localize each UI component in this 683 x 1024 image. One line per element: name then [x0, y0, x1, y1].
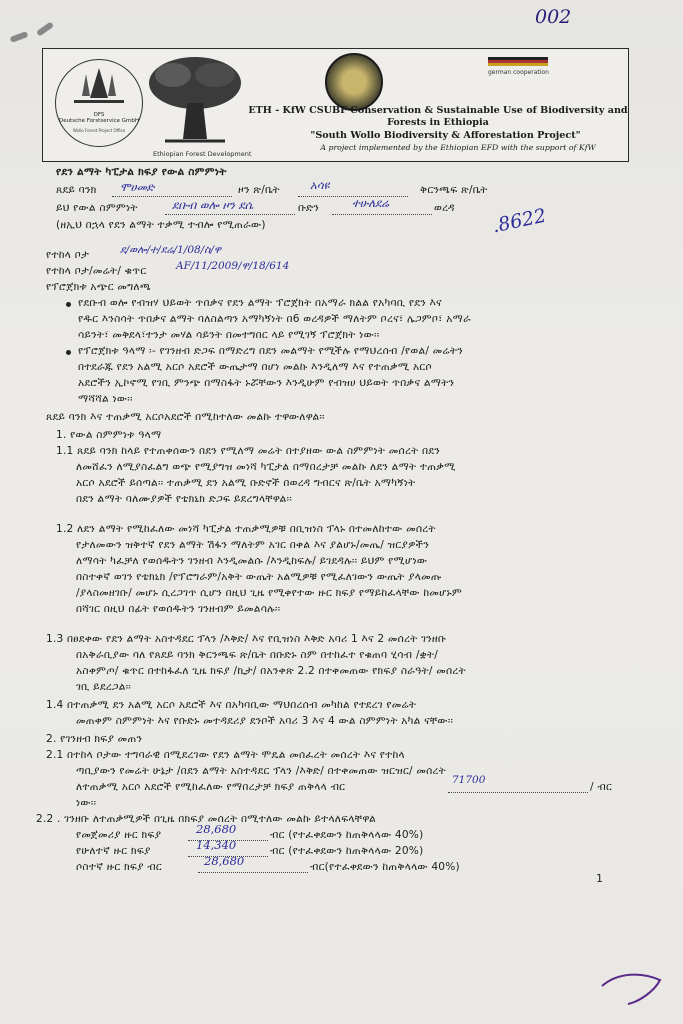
handwritten-name: አሳዩ	[310, 178, 330, 192]
german-cooperation-text: german cooperation	[488, 69, 549, 76]
handwritten-page-annotation: 002	[535, 6, 572, 28]
section-heading: 1. የውል ስምምነቱ ዓላማ	[56, 429, 162, 441]
body-text: / ብር	[590, 781, 613, 793]
ethiopia-seal-icon	[325, 53, 383, 111]
plot-number-label: የተከላ ቦታ/መሬት/ ቁጥር	[46, 265, 147, 277]
payment-round-2-note: ብር (የተፈቀደውን ከጠቅላላው 20%)	[270, 845, 424, 857]
body-text: ነው፡፡	[76, 797, 97, 809]
body-text: 1.3 በፀደቀው የደን ልማት አስተዳደር ፕላን /እቅድ/ እና የቢዝነስ እቅድ አባሪ 1 እና 2 መሰረት ገንዘቡ	[46, 633, 447, 645]
woreda-label: ወረዳ	[434, 202, 455, 214]
body-text: የፕሮጀክቱ ዓላማ ፡- የገንዘብ ድጋፍ በማድረግ በደን መልማት የሚችሉ የማህረሰብ /የወል/ መሬትን	[78, 345, 463, 357]
german-cooperation-logo	[488, 57, 558, 76]
branch-office-label: ቅርንጫፍ ጽ/ቤት	[420, 184, 488, 196]
body-text: 2.1 በተከላ ቦታው ተግባራዊ በሚደረገው የደን ልማት ሞዴል መሰፈረት መሰረት እና የተከላ	[46, 749, 405, 761]
fill-line	[165, 214, 295, 215]
body-text: በተደራጁ የደን አልሚ አርሶ አደሮች ውጤታማ በሆነ መልኩ እንዲለማ እና የተጠቃሚ አርሶ	[78, 361, 432, 373]
body-text: የደቡብ ወሎ የብዝሃ ህይወት ጥበቃና የደን ልማት ፕሮጀክት በአማራ ክልል የአካባቢ የደን እና	[78, 297, 442, 309]
body-text: ለመሸፈን ለሚያስፈልግ ወጭ የሚያግዝ መነሻ ካፒታል በማበረታቻ መልኩ ለደን ልማት ተጠቃሚ	[76, 461, 456, 473]
zone-office-label: ዞን ጽ/ቤት	[238, 184, 280, 196]
body-text: 2.2 . ገንዘቡ ለተጠቃሚዎች በጊዜ በክፍያ መሰረት በሚተለው መልኩ ይተላለፍላቸዋል	[36, 813, 376, 825]
body-text: 1.4 በተጠቃሚ ደን አልሚ አርሶ አደሮች እና በአካባቢው ማህበረሰብ መካከል የተደረገ የመሬት	[46, 699, 417, 711]
contract-intro: ይህ የውል ስምምነት	[56, 202, 138, 214]
project-summary-heading: የፕሮጀክቱ አጭር መግለጫ	[46, 281, 151, 293]
project-title: ETH - KfW CSUBF Conservation & Sustainable Use of Biodiversity and Forests in Ethiopia	[248, 105, 628, 128]
handwritten-site: ደ/ወሎ/ተ/ደሬ/1/08/ስ/ዋ	[120, 244, 222, 256]
payment-round-1: የመጀመሪያ ዙር ክፍያ	[76, 829, 162, 841]
handwritten-name: ሞሀመድ	[120, 180, 155, 194]
bullet	[66, 302, 71, 307]
body-text: የታለመውን ዝቅተኛ የደን ልማት ሽፋን ማለትም አገር በቀል እና ያልሆኑ/መጤ/ ዝርያዎችን	[76, 539, 430, 551]
fill-line	[112, 196, 232, 197]
contract-heading: የደን ልማት ካፒታል ክፍያ የውል ስምምነት	[56, 166, 227, 178]
project-implementation-note: A project implemented by the Ethiopian EFD with the support of KfW	[320, 143, 596, 152]
tree-icon	[56, 60, 142, 110]
payment-round-1-note: ብር (የተፈቀደውን ከጠቅላላው 40%)	[270, 829, 424, 841]
total-amount-text: ለተጠቃሚ አርሶ አደሮች የሚከፈለው የማበረታቻ ክፍያ ጠቅላላ ብር	[76, 781, 346, 793]
binder-mark	[36, 21, 54, 36]
body-text: የዱር እንስሳት ጥበቃና ልማት ባለስልጣን አማካኝነት በ6 ወረዳዎች ማለትም ቦረና፣ ሌጋምቦ፣ አማራ	[78, 313, 471, 325]
payment-round-3: ሶስተኛ ዙር ክፍያ ብር	[76, 861, 162, 873]
body-text: በሻገር በዚህ በፊት የወሰዱትን ገንዘብም ይመልሳሉ፡፡	[76, 603, 281, 615]
dfs-logo-subtext: Wollo Forest Project Office	[72, 128, 126, 133]
handwritten-amount-3: 28,680	[204, 854, 245, 868]
body-text: በአቅራቢያው ባለ የጸደይ ባንክ ቅርንጫፍ ጽ/ቤት በቡድኑ ስም በተከፈተ የቁጠባ ሂሳብ /ቋት/	[76, 649, 439, 661]
project-subtitle: "South Wollo Biodiversity & Afforestation Project"	[310, 130, 581, 141]
signature-mark	[598, 968, 668, 1008]
section-heading: 2. የገንዘብ ክፍያ መጠን	[46, 733, 143, 745]
body-text: ማሻሻል ነው፡፡	[78, 393, 133, 405]
body-text: አርሶ አደሮች ይሰጣል፡፡ ተጠቃሚ ደን አልሚ ቡድኖች በወረዳ ግብርና ጽ/ቤት አማካኝነት	[76, 477, 416, 489]
handwritten-total: 71700	[452, 774, 486, 786]
fill-line	[198, 872, 308, 873]
body-text: ገቢ ይደረጋል፡፡	[76, 681, 132, 693]
body-text: /ያላስመዘገቡ/ መሆኑ ሲረጋገጥ ሲሆን በዚህ ጊዜ የሚቀየተው ዙር ክፍያ የማይከፈላቸው ከመሆኑም	[76, 587, 463, 599]
bank-label: ጸደይ ባንክ	[56, 184, 97, 196]
tree-logo-caption: Ethiopian Forest Development	[153, 150, 252, 158]
bullet	[66, 350, 71, 355]
handwritten-region: ደቡብ ወሎ ዞን ደሴ	[172, 198, 254, 212]
handwritten-woreda: ተሁለደሬ	[352, 196, 390, 210]
contract-note: (ዘኢህ በኋላ የደን ልማት ተቃሚ ተብሎ የሚጠራው)	[56, 219, 266, 231]
body-text: ለማሳት ካፈቻለ የወሰዱትን ገንዘብ እንዲመልሱ /እንዲከፍሉ/ ይገደዳሉ፡፡ ይህም የሚሆነው	[76, 555, 428, 567]
group-label: ቡድን	[298, 202, 320, 214]
body-text: አደሮችን ኢኮኖሚ የገቢ ምንጭ በማስፋት ኑሯቸውን እንዲሁም የብዝሀ ህይወት ጥበቃና ልማትን	[78, 377, 455, 389]
planting-site-label: የተከላ ቦታ	[46, 249, 90, 261]
page-number: 1	[596, 872, 603, 885]
handwritten-number: .8622	[490, 204, 549, 238]
letterhead	[42, 48, 629, 162]
body-text: ጸደይ ባንክ እና ተጠቃሚ አርሶአደሮች በሚከተለው መልኩ ተዋውለዋል፡፡	[46, 411, 325, 423]
body-text: በደን ልማት ባለሙያዎች የቴክኒክ ድጋፍ ይደረግላቸዋል፡፡	[76, 493, 292, 505]
fill-line	[332, 214, 432, 215]
fill-line	[448, 792, 588, 793]
tree-logo-icon	[145, 53, 245, 149]
payment-round-3-note: ብር(የተፈቀደውን ከጠቅላላው 40%)	[310, 861, 460, 873]
flag-stripe-icon	[488, 57, 548, 67]
handwritten-plot-number: AF/11/2009/ዋ/18/614	[176, 260, 290, 272]
payment-round-2: የሁለተኛ ዙር ክፍያ	[76, 845, 151, 857]
body-text: በስተቀኛ ወገን የቴክኒክ /የፕሮግራም/አቅት ውጤት አልሚዎቹ የሚፈለገውን ውጤት ያላመጡ	[76, 571, 442, 583]
body-text: አስቀምጦ/ ቁጥር በተከፋፈለ ጊዜ ክፍያ /ኪታ/ በአንቀጽ 2.2 በተቀመጠው የክፍያ ስራዓት/ መሰረት	[76, 665, 466, 677]
binder-mark	[10, 31, 29, 43]
body-text: ጣቢያውን የመሬት ሁኔታ /በደን ልማት አስተዳደር ፕላን /እቅድ/ በተቀመጠው ዝርዝር/ መሰረት	[76, 765, 447, 777]
body-text: 1.2 ለደን ልማት የሚከፈለው መነሻ ካፒታል ተጠቃሚዎቹ በቢዝነስ ፕላኑ በተመለከተው መሰረት	[56, 523, 436, 535]
handwritten-amount-1: 28,680	[196, 822, 237, 836]
dfs-logo-text: Deutsche Forstservice GmbH	[58, 118, 140, 124]
dfs-logo-text: DFS	[93, 112, 105, 118]
dfs-logo	[55, 59, 143, 147]
body-text: ሳይንት፣ መቅደላ፣ተንታ መሃል ሳይንት በመተግበር ላይ የሚገኝ ፕሮጀክት ነው፡፡	[78, 329, 380, 341]
body-text: 1.1 ጸደይ ባንክ ከላይ የተጠቀሰውን በደን የሚለማ መሬት በተያዘው ውል ስምምነት መሰረት በደን	[56, 445, 441, 457]
body-text: መጠቀም ስምምነት እና የቡድኑ መተዳደሪያ ደንቦች አባሪ 3 እና 4 ውል ስምምነት አካል ናቸው፡፡	[76, 715, 454, 727]
handwritten-amount-2: 14,340	[196, 838, 237, 852]
